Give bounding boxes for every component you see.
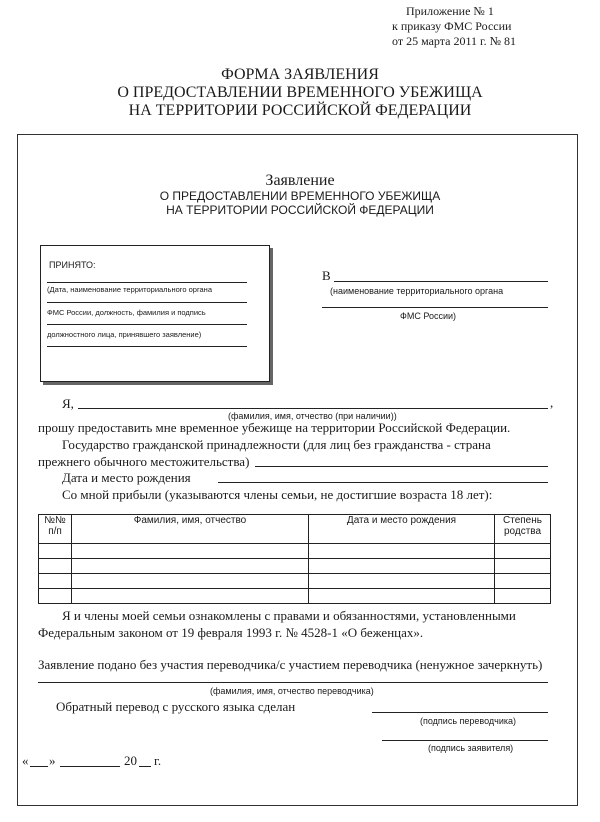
accepted-line-3[interactable] xyxy=(47,324,247,325)
date-month-field[interactable] xyxy=(60,766,120,767)
accepted-caption-3: должностного лица, принявшего заявление) xyxy=(47,330,202,339)
addressee-prefix: В xyxy=(322,268,331,283)
date-year-suffix: г. xyxy=(154,753,162,768)
accepted-line-2[interactable] xyxy=(47,302,247,303)
acknowledge-text: Я и члены моей семьи ознакомлены с правами и обязанностями, установленными xyxy=(62,608,516,623)
acceptance-box xyxy=(40,245,270,382)
cell[interactable] xyxy=(39,544,72,559)
cell[interactable] xyxy=(39,589,72,604)
cell[interactable] xyxy=(309,544,495,559)
translator-name-caption: (фамилия, имя, отчество переводчика) xyxy=(210,686,374,696)
acknowledge-text-2: Федеральным законом от 19 февраля 1993 г. № 4528-1 «О беженцах». xyxy=(38,625,424,640)
citizenship-field[interactable] xyxy=(255,466,548,467)
table-row xyxy=(39,559,551,574)
col-number: №№ п/п xyxy=(39,515,72,544)
date-open-quote: « xyxy=(22,753,29,768)
addressee-caption-2: ФМС России) xyxy=(400,311,457,321)
col-birth: Дата и место рождения xyxy=(309,515,495,544)
table-row xyxy=(39,544,551,559)
form-title xyxy=(0,66,600,120)
application-subtitle xyxy=(0,189,600,217)
col-name: Фамилия, имя, отчество xyxy=(72,515,309,544)
col-relation: Степень родства xyxy=(495,515,551,544)
request-text: прошу предоставить мне временное убежище на территории Российской Федерации. xyxy=(38,420,511,435)
cell[interactable] xyxy=(72,559,309,574)
accepted-caption-2: ФМС России, должность, фамилия и подпись xyxy=(47,308,206,317)
appendix-number: Приложение № 1 xyxy=(406,4,494,18)
addressee-line-2[interactable] xyxy=(322,307,548,308)
addressee-line-1[interactable] xyxy=(334,281,548,282)
cell[interactable] xyxy=(39,559,72,574)
table-row xyxy=(39,589,551,604)
cell[interactable] xyxy=(309,559,495,574)
family-text: Со мной прибыли (указываются члены семьи, не достигшие возраста 18 лет): xyxy=(62,487,493,502)
appendix-order: к приказу ФМС России xyxy=(392,19,512,33)
application-subtitle-line2: НА ТЕРРИТОРИИ РОССИЙСКОЙ ФЕДЕРАЦИИ xyxy=(166,203,434,217)
i-label: Я, xyxy=(62,396,74,411)
form-title-line2: О ПРЕДОСТАВЛЕНИИ ВРЕМЕННОГО УБЕЖИЩА xyxy=(117,84,483,101)
applicant-sign-field[interactable] xyxy=(382,740,548,741)
appendix-date: от 25 марта 2011 г. № 81 xyxy=(392,34,517,48)
form-title-line1: ФОРМА ЗАЯВЛЕНИЯ xyxy=(221,66,379,83)
accepted-label: ПРИНЯТО: xyxy=(49,260,96,270)
table-row xyxy=(39,574,551,589)
date-day-field[interactable] xyxy=(30,766,48,767)
citizenship-text: Государство гражданской принадлежности (для лиц без гражданства - страна xyxy=(62,437,491,452)
cell[interactable] xyxy=(495,544,551,559)
date-year-prefix: 20 xyxy=(124,753,137,768)
application-subtitle-line1: О ПРЕДОСТАВЛЕНИИ ВРЕМЕННОГО УБЕЖИЩА xyxy=(159,189,441,203)
accepted-line-1[interactable] xyxy=(47,282,247,283)
cell[interactable] xyxy=(39,574,72,589)
table-header-row xyxy=(39,515,551,544)
applicant-sign-caption: (подпись заявителя) xyxy=(428,743,514,753)
date-year-field[interactable] xyxy=(139,766,151,767)
comma: , xyxy=(550,395,554,410)
citizenship-text-2: прежнего обычного местожительства) xyxy=(38,454,250,469)
applicant-name-field[interactable] xyxy=(78,408,548,409)
cell[interactable] xyxy=(309,589,495,604)
addressee-caption-1: (наименование территориального органа xyxy=(330,286,504,296)
cell[interactable] xyxy=(309,574,495,589)
translator-sign-caption: (подпись переводчика) xyxy=(420,716,517,726)
cell[interactable] xyxy=(495,589,551,604)
form-title-line3: НА ТЕРРИТОРИИ РОССИЙСКОЙ ФЕДЕРАЦИИ xyxy=(128,102,472,119)
accepted-caption-1: (Дата, наименование территориального органа xyxy=(47,285,212,294)
cell[interactable] xyxy=(495,559,551,574)
cell[interactable] xyxy=(72,589,309,604)
cell[interactable] xyxy=(72,544,309,559)
birth-field[interactable] xyxy=(218,482,548,483)
applicant-name-caption: (фамилия, имя, отчество (при наличии)) xyxy=(228,411,397,421)
family-table xyxy=(38,514,551,604)
application-title: Заявление xyxy=(265,172,335,189)
translator-sign-field[interactable] xyxy=(372,712,548,713)
cell[interactable] xyxy=(72,574,309,589)
date-close-quote: » xyxy=(49,753,56,768)
reverse-translation-text: Обратный перевод с русского языка сделан xyxy=(56,699,296,714)
translator-name-field[interactable] xyxy=(38,682,548,683)
appendix-header xyxy=(392,4,516,49)
birth-label: Дата и место рождения xyxy=(62,470,191,485)
translator-statement: Заявление подано без участия переводчика/с участием переводчика (ненужное зачеркнуть) xyxy=(38,657,543,672)
accepted-line-4[interactable] xyxy=(47,346,247,347)
cell[interactable] xyxy=(495,574,551,589)
